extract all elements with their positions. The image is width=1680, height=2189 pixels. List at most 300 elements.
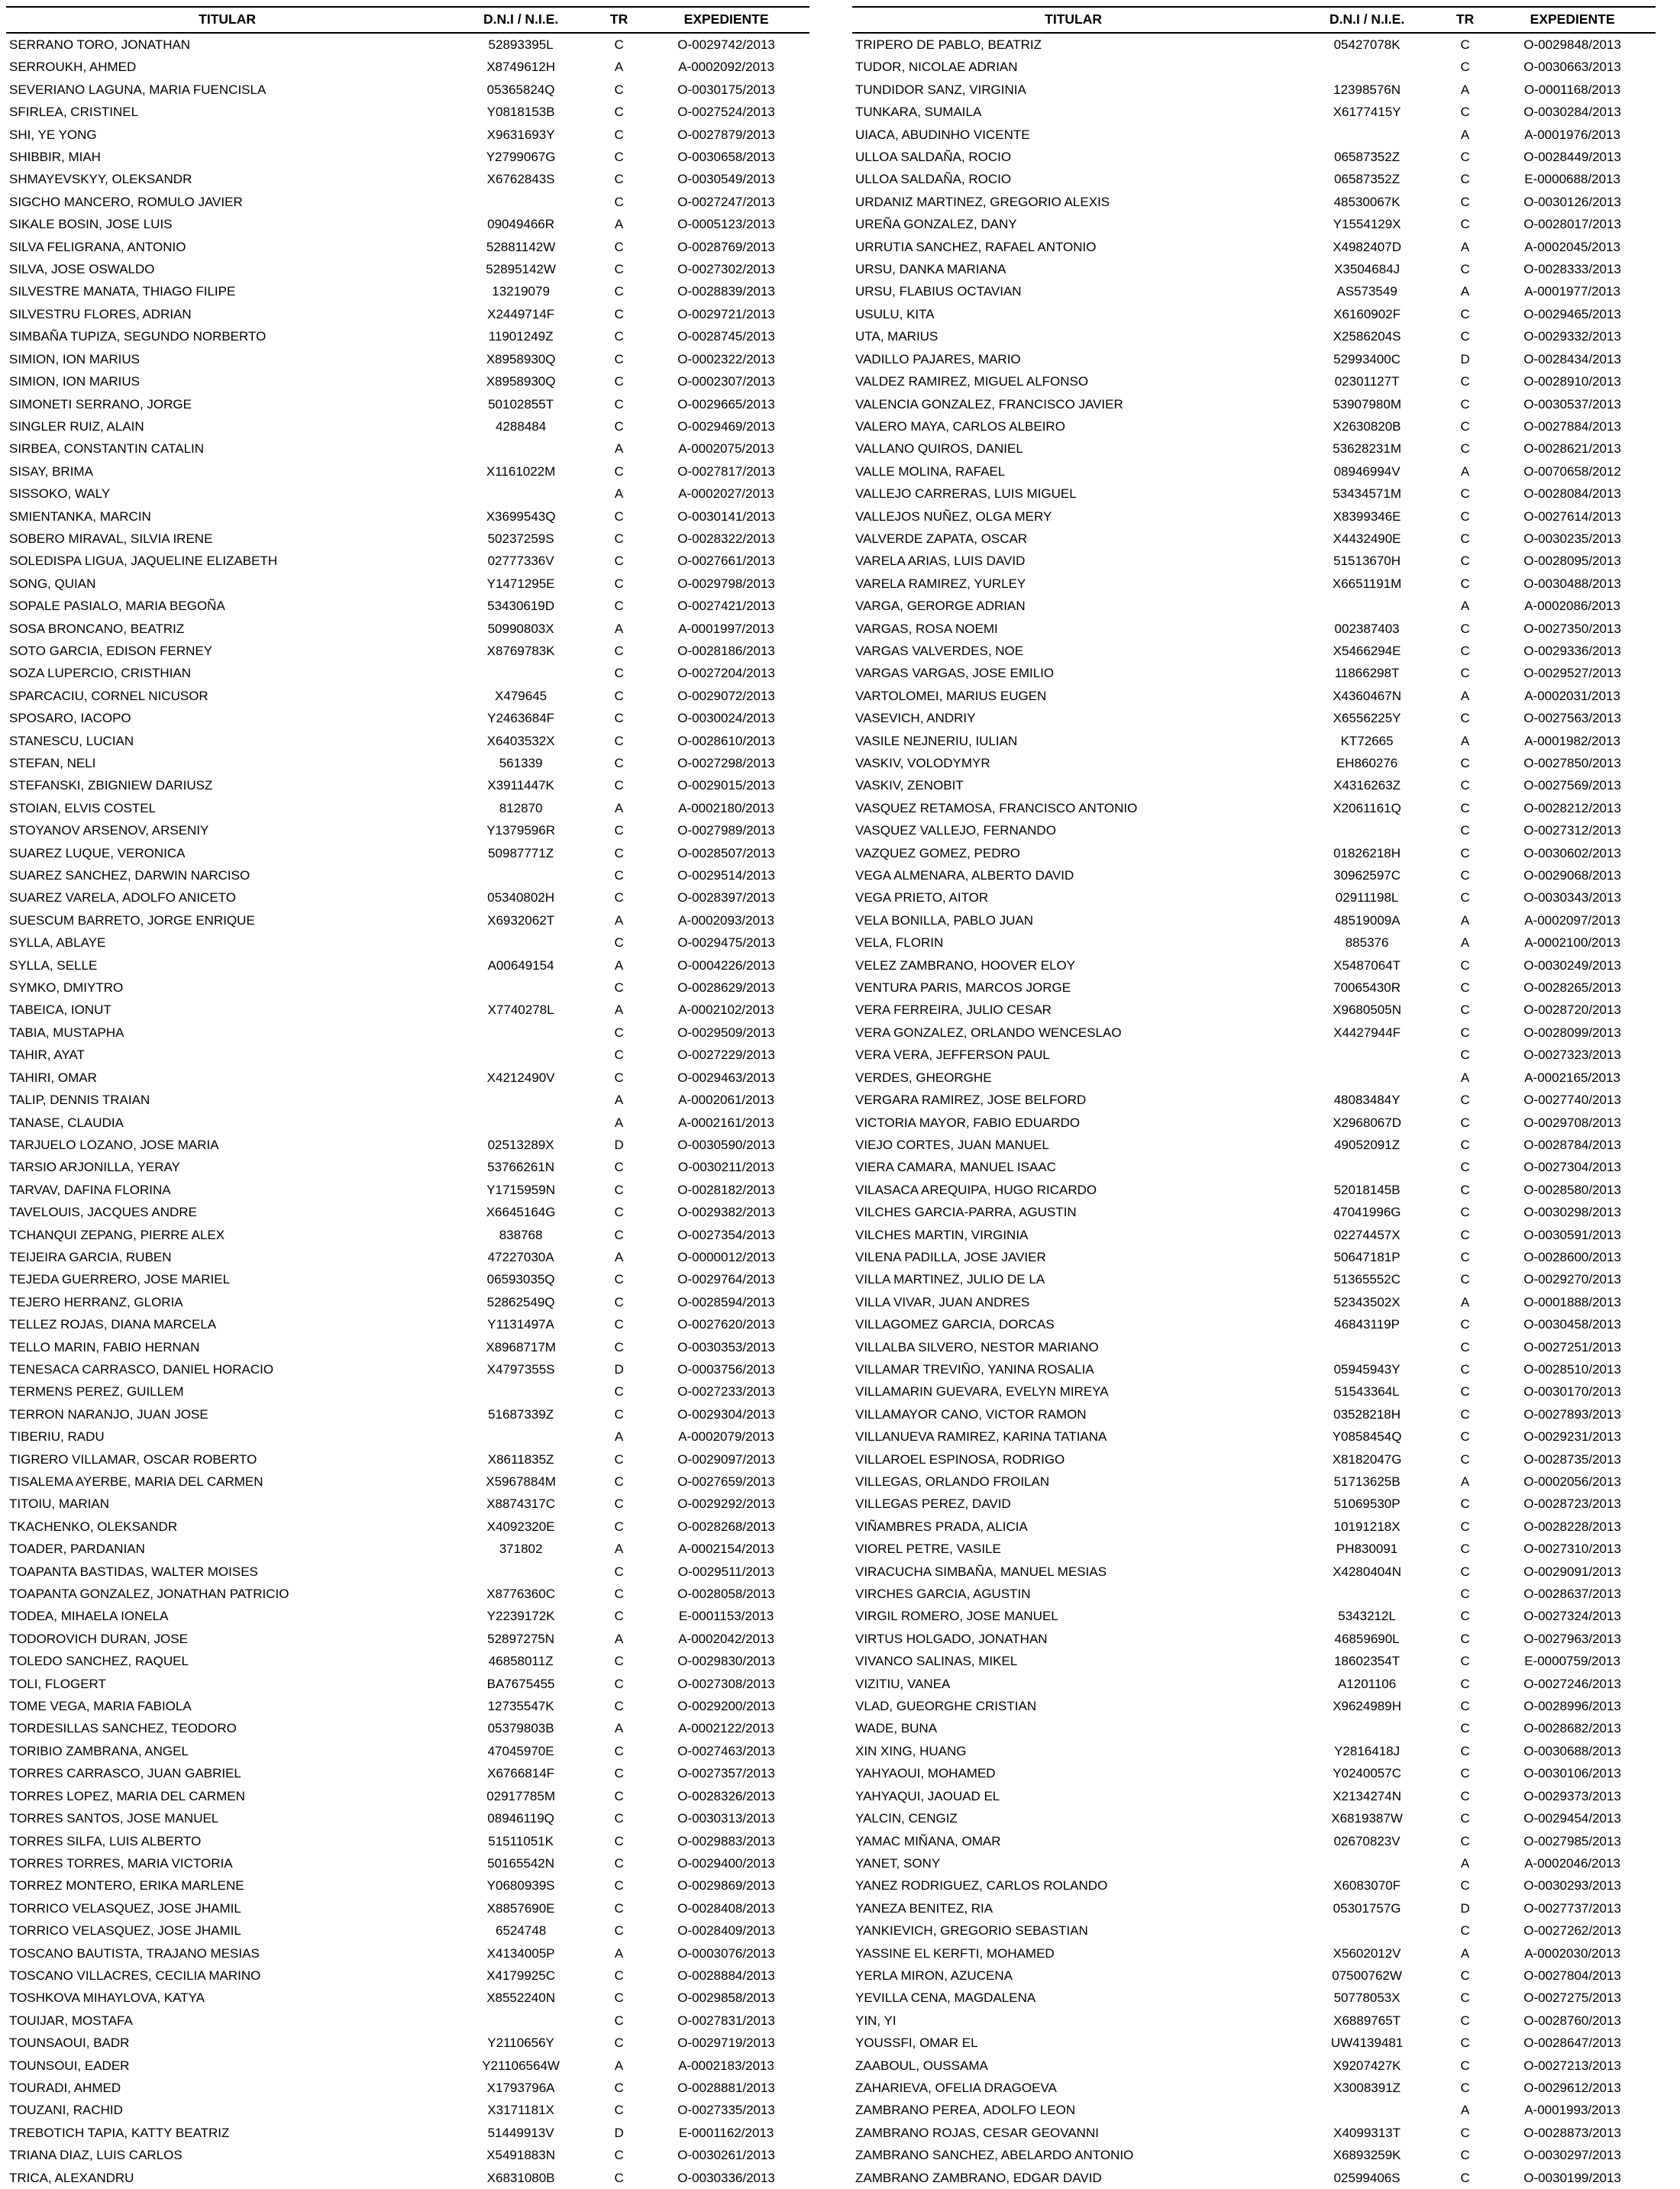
cell-expediente: O-0030235/2013 bbox=[1523, 531, 1621, 546]
cell-tr: C bbox=[1460, 1048, 1470, 1063]
cell-dni-nie: 06593035Q bbox=[486, 1272, 555, 1287]
cell-expediente: O-0030663/2013 bbox=[1523, 60, 1621, 75]
cell-dni-nie: X8958930Q bbox=[486, 351, 556, 366]
cell-titular: VADILLO PAJARES, MARIO bbox=[855, 351, 1021, 366]
cell-expediente: O-0027233/2013 bbox=[677, 1384, 775, 1400]
cell-dni-nie: 02917785M bbox=[486, 1788, 555, 1803]
table-row bbox=[852, 483, 1656, 505]
cell-dni-nie bbox=[447, 1044, 595, 1066]
cell-titular: ZAHARIEVA, OFELIA DRAGOEVA bbox=[855, 2080, 1057, 2095]
cell-titular: SINGLER RUIZ, ALAIN bbox=[9, 418, 144, 434]
cell-tr: C bbox=[614, 1878, 624, 1894]
table-row bbox=[852, 1740, 1656, 1762]
cell-expediente: O-0004226/2013 bbox=[677, 957, 775, 973]
cell-dni-nie bbox=[1293, 1156, 1441, 1178]
cell-expediente: O-0028397/2013 bbox=[677, 890, 775, 906]
cell-titular: SOLEDISPA LIGUA, JAQUELINE ELIZABETH bbox=[9, 554, 278, 569]
cell-expediente: O-0030126/2013 bbox=[1523, 194, 1621, 209]
column-header-dni-nie: D.N.I / N.I.E. bbox=[447, 7, 595, 33]
cell-dni-nie: 05301757G bbox=[1333, 1900, 1401, 1916]
cell-dni-nie bbox=[1293, 595, 1441, 617]
cell-dni-nie: X4316263Z bbox=[1333, 778, 1401, 793]
cell-expediente: O-0030488/2013 bbox=[1523, 576, 1621, 591]
cell-expediente: O-0029509/2013 bbox=[677, 1025, 775, 1040]
cell-tr: C bbox=[1460, 1743, 1470, 1758]
table-row bbox=[852, 640, 1656, 662]
cell-expediente: O-0030313/2013 bbox=[677, 1811, 775, 1826]
cell-tr: D bbox=[614, 2125, 624, 2140]
cell-dni-nie: X6932062T bbox=[487, 912, 555, 928]
cell-expediente: O-0027817/2013 bbox=[677, 463, 775, 479]
table-row bbox=[6, 1628, 809, 1650]
table-row bbox=[852, 528, 1656, 550]
cell-titular: VIVANCO SALINAS, MIKEL bbox=[855, 1654, 1018, 1669]
table-row bbox=[6, 56, 809, 78]
cell-tr: A bbox=[1460, 912, 1470, 928]
cell-dni-nie: X2586204S bbox=[1333, 329, 1401, 344]
cell-expediente: O-0030343/2013 bbox=[1523, 890, 1621, 906]
column-header-expediente: EXPEDIENTE bbox=[643, 7, 809, 33]
cell-dni-nie: 48083484Y bbox=[1333, 1093, 1401, 1108]
cell-tr: C bbox=[1460, 486, 1470, 502]
cell-tr: C bbox=[614, 845, 624, 860]
cell-expediente: O-0029475/2013 bbox=[677, 935, 775, 951]
cell-tr: C bbox=[614, 1923, 624, 1939]
cell-tr: A bbox=[1460, 284, 1470, 299]
cell-dni-nie: 48519009A bbox=[1333, 912, 1401, 928]
cell-titular: TORRES TORRES, MARIA VICTORIA bbox=[9, 1855, 233, 1871]
cell-dni-nie: 02777336V bbox=[487, 554, 554, 569]
cell-titular: TERMENS PEREZ, GUILLEM bbox=[9, 1384, 184, 1400]
cell-tr: C bbox=[614, 1811, 624, 1826]
cell-dni-nie: X8958930Q bbox=[486, 374, 556, 389]
cell-dni-nie: X6556225Y bbox=[1333, 711, 1401, 726]
cell-expediente: O-0027831/2013 bbox=[677, 2013, 775, 2028]
table-row bbox=[852, 1830, 1656, 1852]
cell-expediente: A-0002075/2013 bbox=[678, 441, 774, 457]
cell-expediente: O-0028720/2013 bbox=[1523, 1002, 1621, 1018]
cell-tr: C bbox=[614, 463, 624, 479]
cell-expediente: A-0002030/2013 bbox=[1524, 1945, 1620, 1961]
table-row bbox=[6, 573, 809, 595]
cell-expediente: O-0027421/2013 bbox=[677, 599, 775, 614]
cell-titular: ZAMBRANO SANCHEZ, ABELARDO ANTONIO bbox=[855, 2148, 1134, 2163]
table-row bbox=[6, 1919, 809, 1942]
cell-titular: VELA BONILLA, PABLO JUAN bbox=[855, 912, 1034, 928]
cell-titular: VEGA ALMENARA, ALBERTO DAVID bbox=[855, 868, 1074, 883]
cell-dni-nie: AS573549 bbox=[1336, 284, 1397, 299]
cell-expediente: O-0029798/2013 bbox=[677, 576, 775, 591]
table-row bbox=[6, 1022, 809, 1044]
cell-dni-nie bbox=[447, 662, 595, 684]
cell-titular: UIACA, ABUDINHO VICENTE bbox=[855, 127, 1030, 142]
table-row bbox=[852, 1583, 1656, 1605]
cell-dni-nie: 4288484 bbox=[496, 418, 547, 434]
cell-expediente: O-0029373/2013 bbox=[1523, 1788, 1621, 1803]
cell-tr: C bbox=[1460, 1361, 1470, 1377]
cell-dni-nie: 51513670H bbox=[1333, 554, 1401, 569]
cell-titular: SERRANO TORO, JONATHAN bbox=[9, 37, 191, 52]
cell-dni-nie bbox=[1293, 56, 1441, 78]
cell-titular: YOUSSFI, OMAR EL bbox=[855, 2036, 978, 2051]
cell-titular: SILVA, JOSE OSWALDO bbox=[9, 262, 155, 277]
cell-dni-nie: X2968067D bbox=[1333, 1115, 1401, 1130]
cell-titular: TORDESILLAS SANCHEZ, TEODORO bbox=[9, 1721, 237, 1736]
cell-expediente: O-0028769/2013 bbox=[677, 239, 775, 254]
table-row bbox=[852, 1987, 1656, 2009]
table-row bbox=[852, 2167, 1656, 2189]
cell-dni-nie: 46859690L bbox=[1334, 1631, 1400, 1646]
cell-tr: A bbox=[1460, 688, 1470, 703]
cell-tr: A bbox=[1460, 1945, 1470, 1961]
cell-tr: C bbox=[1460, 576, 1470, 591]
cell-tr: C bbox=[1460, 374, 1470, 389]
cell-tr: C bbox=[1460, 823, 1470, 838]
table-row bbox=[6, 1471, 809, 1493]
cell-titular: VARELA ARIAS, LUIS DAVID bbox=[855, 554, 1026, 569]
cell-dni-nie: 02274457X bbox=[1333, 1227, 1401, 1242]
cell-expediente: O-0027563/2013 bbox=[1523, 711, 1621, 726]
cell-titular: VIÑAMBRES PRADA, ALICIA bbox=[855, 1519, 1028, 1534]
cell-tr: C bbox=[1460, 1811, 1470, 1826]
cell-expediente: O-0027737/2013 bbox=[1523, 1900, 1621, 1916]
cell-expediente: O-0027985/2013 bbox=[1523, 1833, 1621, 1848]
table-row bbox=[852, 1201, 1656, 1223]
cell-titular: UTA, MARIUS bbox=[855, 329, 939, 344]
cell-titular: TARJUELO LOZANO, JOSE MARIA bbox=[9, 1137, 219, 1152]
cell-dni-nie: 52897275N bbox=[487, 1631, 555, 1646]
cell-tr: C bbox=[1460, 2125, 1470, 2140]
cell-titular: TIGRERO VILLAMAR, OSCAR ROBERTO bbox=[9, 1451, 257, 1467]
cell-tr: C bbox=[614, 980, 624, 996]
cell-tr: A bbox=[1460, 1294, 1470, 1309]
cell-titular: ZAMBRANO PEREA, ADOLFO LEON bbox=[855, 2103, 1076, 2118]
cell-dni-nie: X8182047G bbox=[1332, 1451, 1402, 1467]
cell-expediente: O-0027740/2013 bbox=[1523, 1093, 1621, 1108]
cell-tr: C bbox=[1460, 1137, 1470, 1152]
cell-tr: A bbox=[1460, 599, 1470, 614]
cell-expediente: O-0003076/2013 bbox=[677, 1945, 775, 1961]
cell-titular: SISSOKO, WALY bbox=[9, 486, 111, 502]
cell-tr: C bbox=[614, 576, 624, 591]
column-header-dni-nie: D.N.I / N.I.E. bbox=[1293, 7, 1441, 33]
cell-titular: URSU, DANKA MARIANA bbox=[855, 262, 1006, 277]
cell-expediente: O-0027335/2013 bbox=[677, 2103, 775, 2118]
cell-expediente: O-0029764/2013 bbox=[677, 1272, 775, 1287]
cell-expediente: O-0030602/2013 bbox=[1523, 845, 1621, 860]
table-row bbox=[852, 1224, 1656, 1246]
cell-dni-nie: 53628231M bbox=[1333, 441, 1401, 457]
cell-titular: TOUNSOUI, EADER bbox=[9, 2058, 130, 2073]
cell-titular: TOAPANTA GONZALEZ, JONATHAN PATRICIO bbox=[9, 1587, 289, 1602]
cell-titular: TERRON NARANJO, JUAN JOSE bbox=[9, 1406, 208, 1422]
cell-expediente: A-0002061/2013 bbox=[678, 1093, 774, 1108]
cell-titular: TORIBIO ZAMBRANA, ANGEL bbox=[9, 1743, 189, 1758]
table-row bbox=[6, 348, 809, 370]
cell-dni-nie: 07500762W bbox=[1332, 1968, 1402, 1983]
table-row bbox=[6, 707, 809, 729]
cell-tr: C bbox=[1460, 1429, 1470, 1445]
cell-dni-nie: 02513289X bbox=[487, 1137, 554, 1152]
cell-dni-nie: 52893395L bbox=[488, 37, 554, 52]
table-row bbox=[852, 1022, 1656, 1044]
table-row bbox=[852, 797, 1656, 819]
cell-dni-nie: 06587352Z bbox=[1334, 172, 1401, 187]
cell-titular: SIMION, ION MARIUS bbox=[9, 351, 140, 366]
table-row bbox=[6, 325, 809, 347]
cell-dni-nie bbox=[447, 1561, 595, 1583]
cell-expediente: O-0002322/2013 bbox=[677, 351, 775, 366]
cell-expediente: O-0029072/2013 bbox=[677, 688, 775, 703]
cell-tr: C bbox=[1460, 1002, 1470, 1018]
cell-tr: A bbox=[1460, 239, 1470, 254]
cell-dni-nie: X9624989H bbox=[1333, 1699, 1401, 1714]
cell-tr: C bbox=[1460, 418, 1470, 434]
cell-dni-nie: 02670823V bbox=[1333, 1833, 1401, 1848]
cell-tr: A bbox=[614, 1249, 624, 1264]
cell-expediente: O-0029400/2013 bbox=[677, 1855, 775, 1871]
cell-dni-nie: X4134005P bbox=[486, 1945, 555, 1961]
cell-dni-nie: 46843119P bbox=[1334, 1317, 1400, 1332]
cell-tr: C bbox=[614, 935, 624, 951]
table-row bbox=[6, 1538, 809, 1560]
table-row bbox=[6, 1561, 809, 1583]
cell-titular: TCHANQUI ZEPANG, PIERRE ALEX bbox=[9, 1227, 225, 1242]
cell-expediente: O-0027357/2013 bbox=[677, 1766, 775, 1781]
table-row bbox=[852, 1336, 1656, 1358]
cell-expediente: O-0029382/2013 bbox=[677, 1205, 775, 1220]
cell-tr: A bbox=[614, 621, 624, 636]
cell-titular: YANET, SONY bbox=[855, 1855, 941, 1871]
table-row bbox=[6, 774, 809, 796]
cell-titular: VERA GONZALEZ, ORLANDO WENCESLAO bbox=[855, 1025, 1122, 1040]
table-row bbox=[852, 752, 1656, 774]
table-row bbox=[852, 1650, 1656, 1672]
cell-tr: A bbox=[614, 1115, 624, 1130]
cell-tr: C bbox=[614, 2036, 624, 2051]
cell-expediente: O-0027354/2013 bbox=[677, 1227, 775, 1242]
cell-dni-nie: 51511051K bbox=[488, 1833, 554, 1848]
table-row bbox=[6, 437, 809, 460]
table-row bbox=[852, 258, 1656, 280]
cell-dni-nie: X3699543Q bbox=[486, 509, 556, 524]
table-row bbox=[6, 1493, 809, 1515]
table-row bbox=[852, 2144, 1656, 2166]
cell-tr: A bbox=[614, 486, 624, 502]
table-row bbox=[852, 79, 1656, 101]
cell-titular: TANASE, CLAUDIA bbox=[9, 1115, 124, 1130]
cell-dni-nie: X9631693Y bbox=[486, 127, 555, 142]
cell-dni-nie: 5343212L bbox=[1338, 1609, 1396, 1624]
cell-titular: TOSCANO VILLACRES, CECILIA MARINO bbox=[9, 1968, 261, 1983]
cell-dni-nie: X1793796A bbox=[486, 2080, 555, 2095]
table-row bbox=[852, 1179, 1656, 1201]
header-row bbox=[852, 7, 1656, 33]
cell-expediente: O-0028333/2013 bbox=[1523, 262, 1621, 277]
cell-dni-nie: UW4139481 bbox=[1330, 2036, 1404, 2051]
cell-expediente: O-0029742/2013 bbox=[677, 37, 775, 52]
cell-dni-nie: PH830091 bbox=[1336, 1542, 1398, 1557]
cell-dni-nie: X2630820B bbox=[1333, 418, 1401, 434]
cell-expediente: O-0028637/2013 bbox=[1523, 1587, 1621, 1602]
cell-titular: VICTORIA MAYOR, FABIO EDUARDO bbox=[855, 1115, 1081, 1130]
cell-tr: C bbox=[614, 666, 624, 681]
cell-dni-nie: X4797355S bbox=[486, 1361, 555, 1377]
cell-titular: TORRES SILFA, LUIS ALBERTO bbox=[9, 1833, 202, 1848]
cell-dni-nie: 06587352Z bbox=[1334, 150, 1401, 165]
cell-tr: C bbox=[614, 82, 624, 97]
cell-titular: YASSINE EL KERFTI, MOHAMED bbox=[855, 1945, 1055, 1961]
cell-dni-nie: EH860276 bbox=[1336, 756, 1398, 770]
cell-titular: VAZQUEZ GOMEZ, PEDRO bbox=[855, 845, 1020, 860]
cell-expediente: O-0029332/2013 bbox=[1523, 329, 1621, 344]
cell-tr: C bbox=[1460, 37, 1470, 52]
cell-expediente: O-0030284/2013 bbox=[1523, 105, 1621, 120]
table-row bbox=[852, 954, 1656, 977]
cell-expediente: O-0029514/2013 bbox=[677, 868, 775, 883]
cell-expediente: O-0028510/2013 bbox=[1523, 1361, 1621, 1377]
table-row bbox=[6, 2144, 809, 2166]
table-row bbox=[852, 1471, 1656, 1493]
cell-expediente: O-0028735/2013 bbox=[1523, 1451, 1621, 1467]
cell-tr: C bbox=[614, 127, 624, 142]
cell-dni-nie: 53430619D bbox=[487, 599, 555, 614]
cell-expediente: O-0070658/2012 bbox=[1523, 463, 1621, 479]
cell-expediente: O-0028629/2013 bbox=[677, 980, 775, 996]
cell-titular: VERA VERA, JEFFERSON PAUL bbox=[855, 1048, 1050, 1063]
cell-dni-nie: 50778053X bbox=[1333, 1990, 1401, 2006]
table-row bbox=[6, 1425, 809, 1448]
cell-titular: VILCHES MARTIN, VIRGINIA bbox=[855, 1227, 1029, 1242]
cell-dni-nie: X3911447K bbox=[487, 778, 554, 793]
table-row bbox=[6, 168, 809, 190]
column-header-titular: TITULAR bbox=[852, 7, 1293, 33]
cell-expediente: A-0002079/2013 bbox=[678, 1429, 774, 1445]
cell-titular: TABIA, MUSTAPHA bbox=[9, 1025, 124, 1040]
cell-titular: TODOROVICH DURAN, JOSE bbox=[9, 1631, 188, 1646]
cell-titular: SUAREZ SANCHEZ, DARWIN NARCISO bbox=[9, 868, 250, 883]
cell-dni-nie: X8776360C bbox=[486, 1587, 555, 1602]
cell-titular: TEJEDA GUERRERO, JOSE MARIEL bbox=[9, 1272, 231, 1287]
cell-dni-nie: X8552240N bbox=[486, 1990, 555, 2006]
cell-titular: SPARCACIU, CORNEL NICUSOR bbox=[9, 688, 208, 703]
cell-titular: VILLAMAR TREVIÑO, YANINA ROSALIA bbox=[855, 1361, 1094, 1377]
cell-expediente: O-0029068/2013 bbox=[1523, 868, 1621, 883]
cell-dni-nie: KT72665 bbox=[1340, 733, 1394, 748]
cell-titular: YANEZA BENITEZ, RIA bbox=[855, 1900, 993, 1916]
cell-dni-nie: 02599406S bbox=[1333, 2170, 1401, 2185]
cell-titular: VELA, FLORIN bbox=[855, 935, 944, 951]
cell-dni-nie: X8857690E bbox=[486, 1900, 555, 1916]
cell-titular: VILLAMARIN GUEVARA, EVELYN MIREYA bbox=[855, 1384, 1109, 1400]
table-row bbox=[6, 303, 809, 325]
cell-expediente: O-0028408/2013 bbox=[677, 1900, 775, 1916]
cell-expediente: O-0029463/2013 bbox=[677, 1070, 775, 1085]
cell-expediente: O-0027310/2013 bbox=[1523, 1542, 1621, 1557]
table-row bbox=[852, 774, 1656, 796]
cell-titular: SIMONETI SERRANO, JORGE bbox=[9, 396, 192, 412]
cell-tr: A bbox=[614, 2058, 624, 2073]
cell-expediente: O-0028594/2013 bbox=[677, 1294, 775, 1309]
table-row bbox=[852, 2055, 1656, 2077]
cell-dni-nie: 70065430R bbox=[1333, 980, 1401, 996]
cell-dni-nie: X6177415Y bbox=[1333, 105, 1401, 120]
cell-tr: C bbox=[1460, 1631, 1470, 1646]
table-row bbox=[852, 707, 1656, 729]
table-row bbox=[6, 550, 809, 572]
cell-tr: C bbox=[614, 890, 624, 906]
table-row bbox=[6, 393, 809, 415]
cell-tr: A bbox=[1460, 2103, 1470, 2118]
cell-expediente: O-0029883/2013 bbox=[677, 1833, 775, 1848]
cell-expediente: O-0028723/2013 bbox=[1523, 1496, 1621, 1512]
table-row bbox=[852, 1897, 1656, 1919]
cell-titular: VILLANUEVA RAMIREZ, KARINA TATIANA bbox=[855, 1429, 1107, 1445]
cell-expediente: O-0027989/2013 bbox=[677, 823, 775, 838]
table-row bbox=[852, 2099, 1656, 2121]
cell-dni-nie bbox=[447, 1425, 595, 1448]
cell-titular: VILLAMAYOR CANO, VICTOR RAMON bbox=[855, 1406, 1087, 1422]
cell-dni-nie: Y0680939S bbox=[486, 1878, 555, 1894]
cell-tr: C bbox=[614, 1384, 624, 1400]
cell-tr: C bbox=[614, 868, 624, 883]
cell-titular: VILASACA AREQUIPA, HUGO RICARDO bbox=[855, 1182, 1097, 1197]
table-row bbox=[852, 1762, 1656, 1784]
cell-tr: C bbox=[614, 1317, 624, 1332]
cell-expediente: O-0028326/2013 bbox=[677, 1788, 775, 1803]
cell-tr: C bbox=[1460, 150, 1470, 165]
cell-dni-nie: 18602354T bbox=[1334, 1654, 1401, 1669]
cell-dni-nie: X2061161Q bbox=[1333, 800, 1401, 815]
cell-tr: C bbox=[614, 2170, 624, 2185]
cell-tr: C bbox=[614, 306, 624, 321]
cell-tr: C bbox=[1460, 957, 1470, 973]
cell-tr: C bbox=[614, 1294, 624, 1309]
cell-titular: TUNDIDOR SANZ, VIRGINIA bbox=[855, 82, 1026, 97]
cell-tr: C bbox=[614, 1743, 624, 1758]
cell-dni-nie: X5466294E bbox=[1333, 643, 1401, 658]
cell-tr: C bbox=[614, 1699, 624, 1714]
table-row bbox=[6, 1291, 809, 1313]
cell-expediente: O-0030293/2013 bbox=[1523, 1878, 1621, 1894]
cell-tr: C bbox=[1460, 1609, 1470, 1624]
cell-tr: C bbox=[614, 1990, 624, 2006]
cell-titular: SYLLA, ABLAYE bbox=[9, 935, 106, 951]
cell-titular: STANESCU, LUCIAN bbox=[9, 733, 134, 748]
cell-dni-nie: 13219079 bbox=[492, 284, 550, 299]
cell-titular: VASKIV, VOLODYMYR bbox=[855, 756, 990, 770]
table-row bbox=[852, 1291, 1656, 1313]
cell-titular: TORRES LOPEZ, MARIA DEL CARMEN bbox=[9, 1788, 245, 1803]
table-row bbox=[852, 1358, 1656, 1380]
cell-dni-nie: X4432490E bbox=[1333, 531, 1401, 546]
table-body-right bbox=[852, 33, 1656, 2189]
table-row bbox=[852, 1561, 1656, 1583]
cell-expediente: O-0029091/2013 bbox=[1523, 1564, 1621, 1579]
table-row bbox=[6, 595, 809, 617]
cell-titular: TRIPERO DE PABLO, BEATRIZ bbox=[855, 37, 1042, 52]
cell-tr: C bbox=[614, 1833, 624, 1848]
cell-dni-nie: 05945943Y bbox=[1333, 1361, 1401, 1377]
cell-dni-nie: X5487064T bbox=[1333, 957, 1401, 973]
cell-tr: C bbox=[1460, 1182, 1470, 1197]
table-row bbox=[852, 1628, 1656, 1650]
cell-titular: SPOSARO, IACOPO bbox=[9, 711, 131, 726]
cell-expediente: O-0030590/2013 bbox=[677, 1137, 775, 1152]
table-row bbox=[6, 1673, 809, 1695]
cell-tr: A bbox=[614, 60, 624, 75]
cell-tr: C bbox=[614, 509, 624, 524]
